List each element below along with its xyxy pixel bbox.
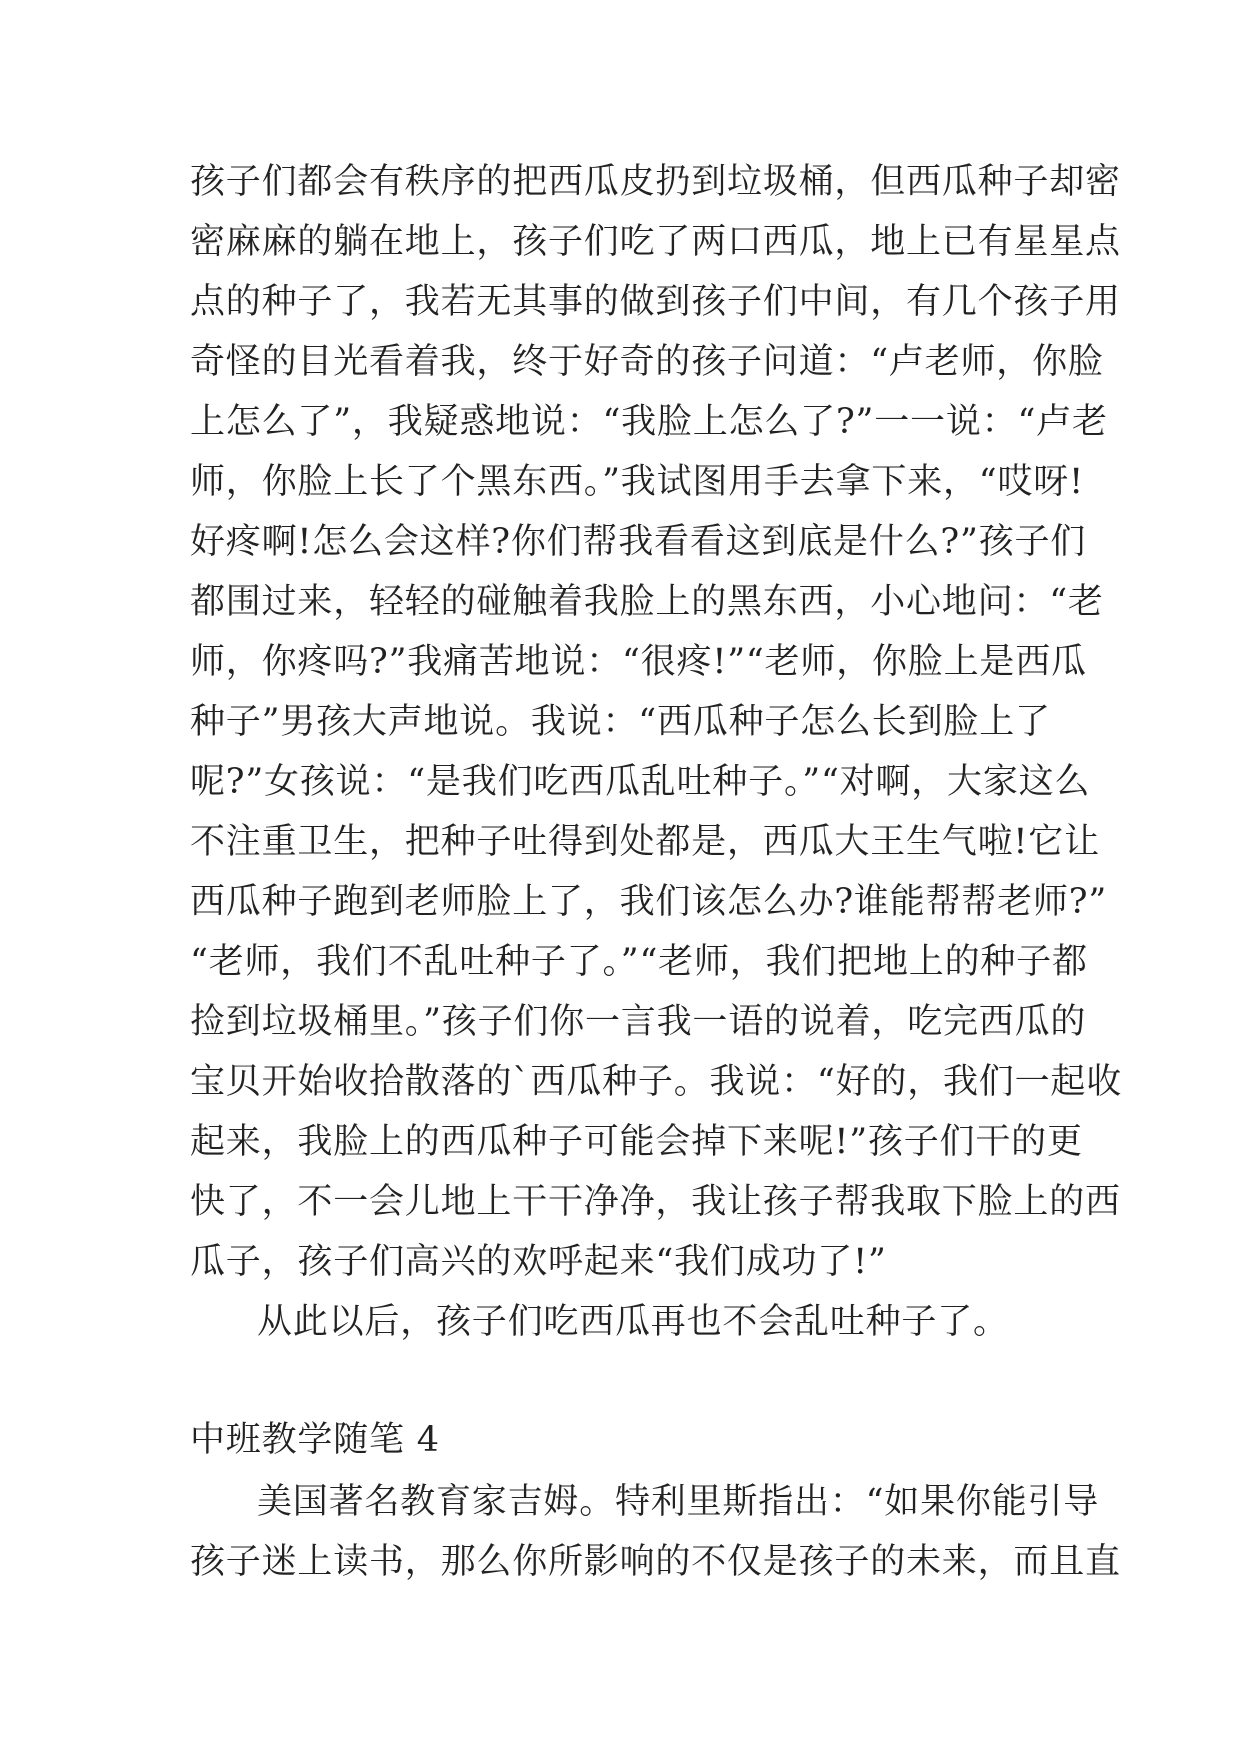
text-line: 美国著名教育家吉姆。特利里斯指出：“如果你能引导 [257,1482,1100,1522]
text-line: 孩子们都会有秩序的把西瓜皮扔到垃圾桶，但西瓜种子却密 [190,162,1121,202]
text-line: 宝贝开始收拾散落的`西瓜种子。我说：“好的，我们一起收 [190,1062,1122,1102]
text-line: 西瓜种子跑到老师脸上了，我们该怎么办?谁能帮帮老师?” [190,882,1108,922]
text-line: 师，你脸上长了个黑东西。”我试图用手去拿下来，“哎呀! [190,462,1084,502]
text-line: 起来，我脸上的西瓜种子可能会掉下来呢!”孩子们干的更 [190,1122,1083,1162]
text-line: 种子”男孩大声地说。我说：“西瓜种子怎么长到脸上了 [190,702,1051,742]
closing-paragraph: 从此以后，孩子们吃西瓜再也不会乱吐种子了。 [257,1302,1009,1342]
text-line: 上怎么了”，我疑惑地说：“我脸上怎么了?”一一说：“卢老 [190,402,1108,442]
section-title: 中班教学随笔 4 [190,1420,440,1460]
text-line: 点的种子了，我若无其事的做到孩子们中间，有几个孩子用 [190,282,1121,322]
text-line: 都围过来，轻轻的碰触着我脸上的黑东西，小心地问：“老 [190,582,1104,622]
text-line: 密麻麻的躺在地上，孩子们吃了两口西瓜，地上已有星星点 [190,222,1121,262]
text-line: 师，你疼吗?”我痛苦地说：“很疼!”“老师，你脸上是西瓜 [190,642,1087,682]
text-line: 不注重卫生，把种子吐得到处都是，西瓜大王生气啦!它让 [190,822,1100,862]
text-line: “老师，我们不乱吐种子了。”“老师，我们把地上的种子都 [190,942,1088,982]
text-line: 呢?”女孩说：“是我们吃西瓜乱吐种子。”“对啊，大家这么 [190,762,1091,802]
text-line: 捡到垃圾桶里。”孩子们你一言我一语的说着，吃完西瓜的 [190,1002,1087,1042]
text-line: 好疼啊!怎么会这样?你们帮我看看这到底是什么?”孩子们 [190,522,1087,562]
text-line: 奇怪的目光看着我，终于好奇的孩子问道：“卢老师，你脸 [190,342,1104,382]
text-line: 孩子迷上读书，那么你所影响的不仅是孩子的未来，而且直 [190,1542,1121,1582]
text-line: 瓜子，孩子们高兴的欢呼起来“我们成功了!” [190,1242,887,1282]
text-line: 快了，不一会儿地上干干净净，我让孩子帮我取下脸上的西 [190,1182,1121,1222]
